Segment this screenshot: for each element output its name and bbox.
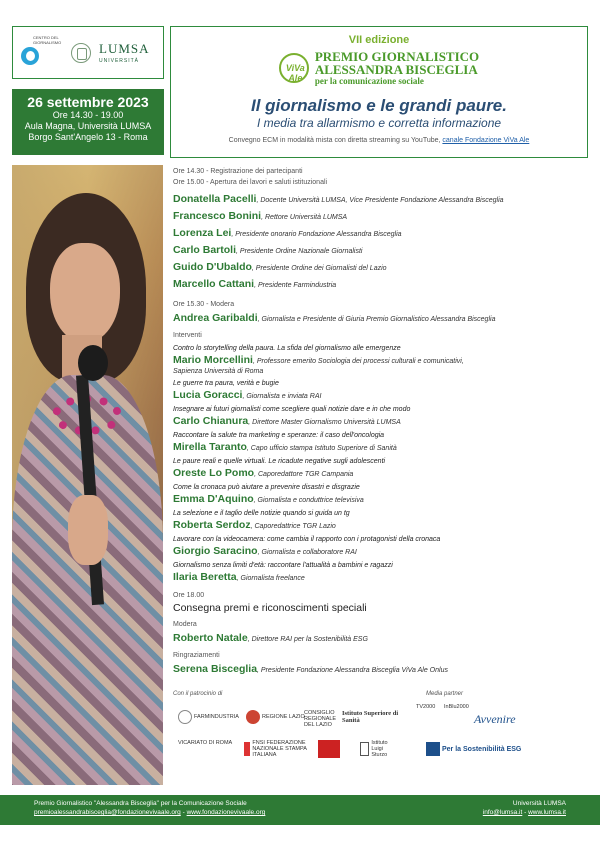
speaker-photo (12, 165, 163, 785)
event-place: Aula Magna, Università LUMSA (24, 121, 152, 131)
talk-topic: Insegnare ai futuri giornalisti come scegliere quali notizie dare e in che modo (173, 406, 411, 413)
viva-ale-logo-icon: ViVa Ale (279, 53, 309, 83)
sturzo-logo: Istituto Luigi Sturzo (360, 740, 400, 758)
prize-line2: ALESSANDRA BISCEGLIA (314, 62, 478, 77)
page-title: Il giornalismo e le grandi paure. (250, 96, 507, 115)
talk-speaker: Carlo Chianura, Direttore Master Giornalismo Università LUMSA (173, 415, 401, 427)
talk-topic: Contro lo storytelling della paura. La sfida del giornalismo alle emergenze (173, 345, 401, 352)
iss-logo: Istituto Superiore di Sanità (342, 710, 399, 724)
organizer-logos (12, 26, 164, 79)
interventi-label: Interventi (173, 332, 202, 339)
moderator: Andrea Garibaldi, Giornalista e Presidente di Giuria Premio Giornalistico Alessandra Bisceglia (173, 312, 496, 324)
talk-speaker: Giorgio Saracino, Giornalista e collaboratore RAI (173, 545, 357, 557)
footer-prize-name: Premio Giornalistico "Alessandra Bisceglia" per la Comunicazione Sociale (34, 800, 247, 807)
microphone-icon (78, 345, 108, 381)
foundation-website-link[interactable]: www.fondazionevivaale.org (186, 809, 266, 816)
footer-university-name: Università LUMSA (512, 800, 566, 807)
rai-sostenibilita-logo: Per la Sostenibilità ESG (426, 742, 521, 756)
footer: Premio Giornalistico "Alessandra Bisceglia" per la Comunicazione Sociale premioalessandrabisceglia@fondazionevivaale.org - www.fondazionevivaale.org Università LUMSA info@lumsa.it - www.lumsa.it (0, 795, 600, 825)
inblu2000-logo: InBlu2000 (444, 704, 469, 710)
ordine-giornalisti-logo (318, 740, 340, 758)
youtube-channel-link[interactable]: canale Fondazione ViVa Ale (442, 137, 530, 144)
opening-time: Ore 15.00 - Apertura dei lavori e saluti istituzionali (173, 179, 328, 186)
prize-line3: per la comunicazione sociale (314, 76, 424, 86)
tv2000-logo: TV2000 (416, 704, 436, 710)
thanks-speaker: Serena Bisceglia, Presidente Fondazione Alessandra Bisceglia ViVa Ale Onlus (173, 663, 448, 675)
moderator-time: Ore 15.30 - Modera (173, 301, 235, 308)
vicariato-logo: VICARIATO DI ROMA (178, 740, 233, 746)
talks-list (173, 344, 588, 584)
greeting-speaker: Marcello Cattani, Presidente Farmindustria (173, 278, 337, 290)
talk-speaker: Mario Morcellini, Professore emerito Sociologia dei processi culturali e comunicativi, Sapienza Università di Roma (173, 354, 464, 375)
talk-speaker: Ilaria Beretta, Giornalista freelance (173, 571, 305, 583)
talk-topic: Giornalismo senza limiti d'età: raccontare l'attualità a bambini e ragazzi (173, 562, 393, 569)
awards-title: Consegna premi e riconoscimenti speciali (173, 602, 367, 614)
greeting-speaker: Lorenza Lei, Presidente onorario Fondazione Alessandra Bisceglia (173, 227, 402, 239)
talk-topic: Le paure reali e quelle virtuali. Le ricadute negative sugli adolescenti (173, 458, 386, 465)
talk-speaker: Roberta Serdoz, Caporedattrice TGR Lazio (173, 519, 336, 531)
registration-time: Ore 14.30 - Registrazione dei partecipanti (173, 168, 303, 175)
farmindustria-logo: FARMINDUSTRIA (178, 710, 239, 724)
prize-line1: PREMIO GIORNALISTICO (314, 49, 480, 64)
edition-label: VII edizione (348, 34, 410, 46)
event-date: 26 settembre 2023 (27, 94, 149, 110)
lumsa-email-link[interactable]: info@lumsa.it (482, 809, 523, 816)
page-subtitle: I media tra allarmismo e corretta informazione (256, 116, 502, 130)
event-info-panel (12, 89, 164, 155)
greeting-speaker: Donatella Pacelli, Docente Università LUMSA, Vice Presidente Fondazione Alessandra Bisceglia (173, 193, 504, 205)
fnsi-logo: FNSI FEDERAZIONE NAZIONALE STAMPA ITALIANA (244, 740, 314, 758)
greeting-speaker: Guido D'Ubaldo, Presidente Ordine dei Giornalisti del Lazio (173, 261, 387, 273)
talk-topic: Le guerre tra paura, verità e bugie (173, 380, 279, 387)
greeting-speaker: Francesco Bonini, Rettore Università LUMSA (173, 210, 348, 222)
prize-email-link[interactable]: premioalessandrabisceglia@fondazionevivaale.org (34, 809, 181, 816)
talk-speaker: Mirella Taranto, Capo ufficio stampa Istituto Superiore di Sanità (173, 441, 397, 453)
avvenire-logo: Avvenire (474, 712, 516, 726)
event-time: Ore 14.30 - 19.00 (52, 110, 124, 120)
talk-topic: Lavorare con la videocamera: come cambia il rapporto con i protagonisti della cronaca (173, 536, 441, 543)
prize-brand (171, 50, 587, 86)
talk-speaker: Oreste Lo Pomo, Caporedattore TGR Campania (173, 467, 354, 479)
header-box (170, 26, 588, 158)
program (173, 166, 588, 678)
talk-speaker: Lucia Goracci, Giornalista e inviata RAI (173, 389, 322, 401)
streaming-note: Convegno ECM in modalità mista con diretta streaming su YouTube, canale Fondazione ViVa Ale (228, 137, 530, 144)
lumsa-website-link[interactable]: www.lumsa.it (528, 809, 566, 816)
lumsa-logo: LUMSA UNIVERSITÀ (99, 41, 150, 64)
greeting-speaker: Carlo Bartoli, Presidente Ordine Nazionale Giornalisti (173, 244, 363, 256)
media-partner-label: Media partner (426, 691, 464, 697)
talk-topic: Raccontare la salute tra marketing e speranze: il caso dell'oncologia (173, 432, 385, 439)
consiglio-lazio-logo: CONSIGLIO REGIONALE DEL LAZIO (304, 710, 337, 728)
talk-topic: Come la cronaca può aiutare a prevenire disastri e disgrazie (173, 484, 360, 491)
centro-giornalismo-logo: CENTRO DEL GIORNALISMO (19, 33, 63, 73)
talk-speaker: Emma D'Aquino, Giornalista e conduttrice televisiva (173, 493, 364, 505)
talk-topic: La selezione e il taglio delle notizie quando si guida un tg (173, 510, 350, 517)
thanks-label: Ringraziamenti (173, 652, 220, 659)
greetings-list (173, 191, 588, 293)
awards-moderator: Roberto Natale, Direttore RAI per la Sostenibilità ESG (173, 632, 368, 644)
patronage-label: Con il patrocinio di (173, 691, 223, 697)
modera-label: Modera (173, 621, 197, 628)
regione-lazio-logo: REGIONE LAZIO (246, 710, 305, 724)
lumsa-seal-icon (71, 43, 91, 63)
awards-time: Ore 18.00 (173, 592, 205, 599)
event-address: Borgo Sant'Angelo 13 - Roma (28, 132, 148, 142)
